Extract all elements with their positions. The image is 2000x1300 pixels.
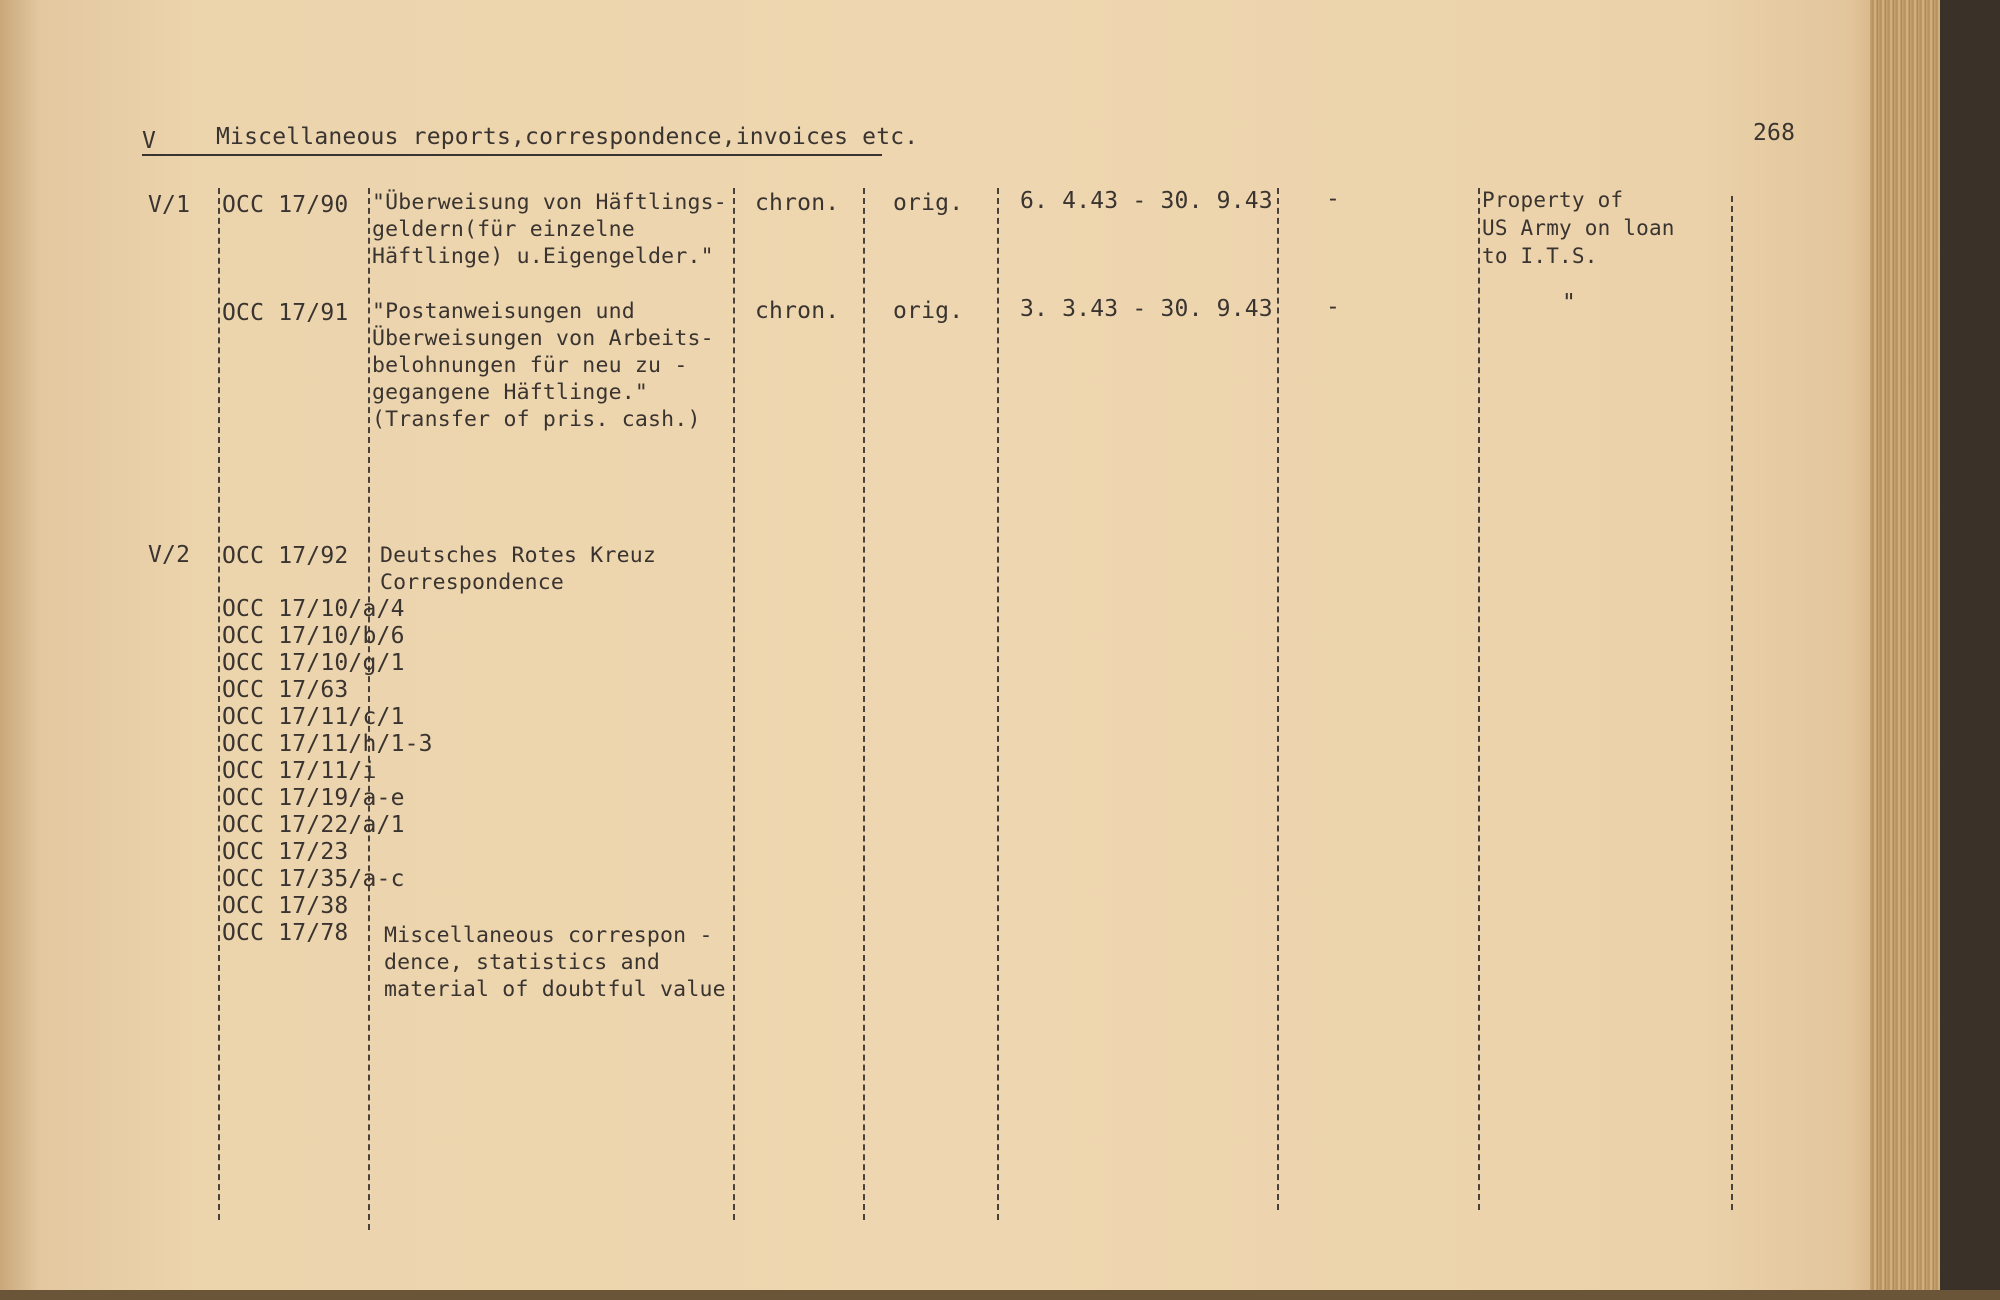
column-divider [1478,188,1480,1210]
column-divider [1731,196,1733,1210]
list-item: OCC 17/11/h/1-3 [222,731,433,757]
header-underline [142,154,882,156]
entry-type: orig. [893,190,964,216]
entry-reference: OCC 17/92 [222,543,349,569]
section-title: Miscellaneous reports,correspondence,invoices etc. [216,124,919,150]
entry-id: V/2 [148,542,191,568]
entry-arrangement: chron. [755,298,840,324]
entry-reference: OCC 17/90 [222,192,349,218]
list-item: OCC 17/11/c/1 [222,704,405,730]
entry-extent: - [1326,186,1341,212]
section-letter: V [142,128,157,154]
list-item: OCC 17/19/a-e [222,785,405,811]
background-edge [1940,0,2000,1300]
bottom-edge [0,1290,2000,1300]
list-item: OCC 17/38 [222,893,349,919]
entry-remarks: Property of US Army on loan to I.T.S. [1482,188,1675,268]
entry-type: orig. [893,298,964,324]
entry-dates: 3. 3.43 - 30. 9.43 [1020,296,1273,322]
entry-reference: OCC 17/91 [222,300,349,326]
list-item: OCC 17/10/b/6 [222,623,405,649]
list-item: OCC 17/78 [222,920,349,946]
list-item: OCC 17/10/g/1 [222,650,405,676]
list-item: OCC 17/23 [222,839,349,865]
misc-description: Miscellaneous correspon - dence, statistics and material of doubtful value [384,923,726,1002]
page-stack-edges [1870,0,1950,1300]
list-item: OCC 17/10/a/4 [222,596,405,622]
entry-extent: - [1326,294,1341,320]
entry-dates: 6. 4.43 - 30. 9.43 [1020,188,1273,214]
entry-remarks: " [1562,290,1577,316]
entry-id: V/1 [148,192,191,218]
list-item: OCC 17/35/a-c [222,866,405,892]
entry-description: "Postanweisungen und Überweisungen von Arbeits- belohnungen für neu zu - gegangene Häftlinge." (Transfer of pris. cash.) [372,299,714,432]
column-divider [733,188,735,1220]
list-item: OCC 17/63 [222,677,349,703]
entry-description: Deutsches Rotes Kreuz Correspondence [380,543,657,595]
page-number: 268 [1753,120,1796,146]
entry-arrangement: chron. [755,190,840,216]
column-divider [218,188,220,1220]
column-divider [1277,188,1279,1210]
entry-description: "Überweisung von Häftlings- geldern(für einzelne Häftlinge) u.Eigengelder." [372,190,727,269]
list-item: OCC 17/11/i [222,758,377,784]
column-divider [863,188,865,1220]
list-item: OCC 17/22/a/1 [222,812,405,838]
column-divider [997,188,999,1220]
